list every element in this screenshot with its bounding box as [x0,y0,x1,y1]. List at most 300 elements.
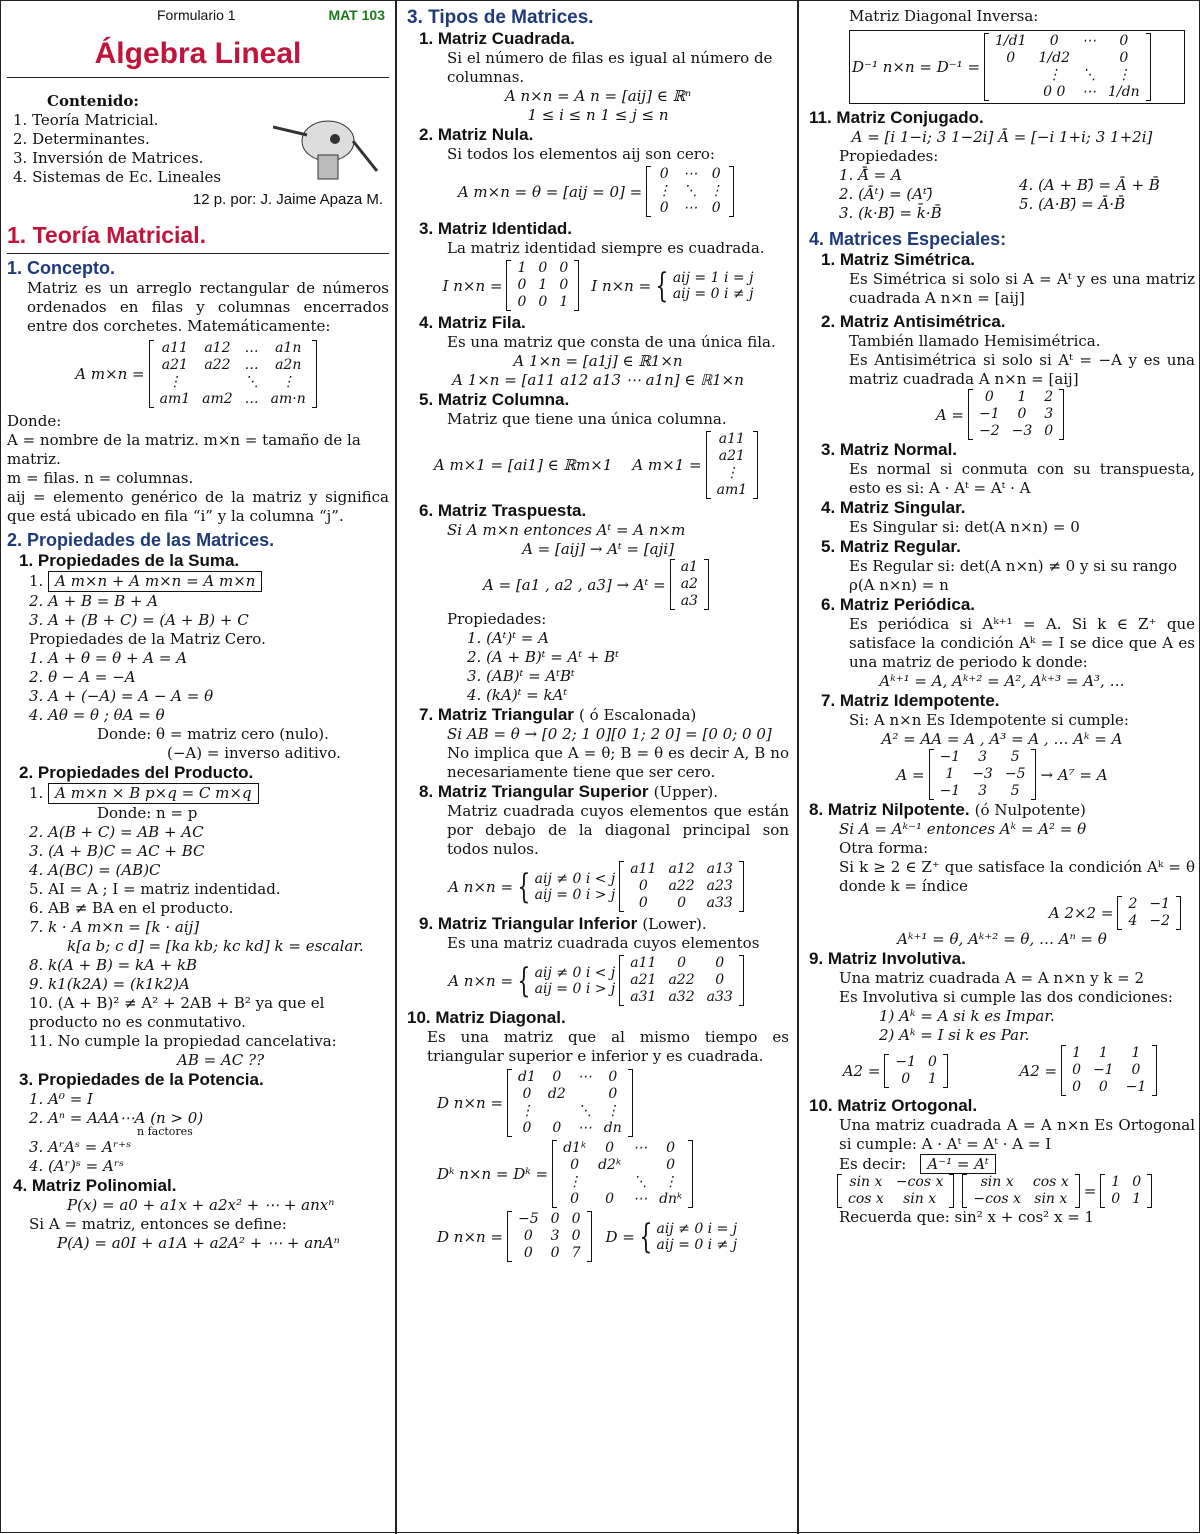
prod-prop: 8. k(A + B) = kA + kB [29,956,198,974]
pow-note: n factores [137,1125,193,1138]
cell: 0 [517,277,527,293]
idempotent-matrix [929,749,1037,800]
props-label: Propiedades: [447,610,547,628]
cell: a3 [680,593,698,609]
cell: am1 [159,391,191,407]
special-text: Es Involutiva si cumple las dos condiciones: [839,988,1173,1006]
prod-props-title: 2. Propiedades del Producto. [19,763,254,782]
cell: 0 [559,260,569,276]
diagonal-matrix [507,1069,633,1137]
cell: −cos x [895,1174,944,1190]
matrix-table [512,1211,586,1262]
cell: −1 [895,1053,917,1070]
matrix-lhs: A m×1 = [ai1] ∈ ℝm×1 [433,456,613,474]
diag-eq-2 [407,1140,789,1208]
special-text: Es normal si conmuta con su transpuesta, esto es si: A · Aᵗ = Aᵗ · A [849,460,1195,497]
cell [989,67,1033,84]
cell: d1 [518,1069,536,1085]
contents-item: 1. Teoría Matricial. [13,111,159,129]
involutive-cond: 1) Aᵏ = A si k es Impar. [879,1007,1055,1025]
cell: a11 [161,340,188,356]
matrix-table [512,1069,628,1137]
cell: ⋱ [683,183,698,199]
special-text: Es Singular si: det(A n×n) = 0 [849,518,1080,536]
brace: { [639,1216,653,1257]
cell: 0 [901,1070,911,1087]
rotation-matrix [837,1174,954,1208]
conjugate-prop: 2. (Āᵗ) = (Aᵗ)̄ [839,185,933,203]
cell: ⋮ [167,374,182,390]
type-eq: Si AB = θ → [0 2; 1 0][0 1; 2 0] = [0 0; 0 0] [447,725,772,743]
diag-eq-3 [407,1211,789,1262]
cell: 0 [552,1069,562,1085]
cell: 0 [570,1157,580,1173]
props-title: 2. Propiedades de las Matrices. [7,530,275,550]
prod-prop: 9. k1(k2A) = (k1k2)A [29,975,190,993]
cell: 1 [1098,1045,1108,1061]
column-3 [801,1,1200,1534]
type-text: Si A m×n entonces Aᵗ = A n×m [447,521,686,539]
donde-1: A = nombre de la matriz. m×n = tamaño de la matriz. [7,431,361,468]
cell: dnᵏ [659,1191,683,1207]
contents-block [7,111,389,191]
cell: 0 [666,1140,676,1156]
cell: ⋱ [577,1103,592,1119]
conjugate-prop: 1. Ā̄ = A [839,166,902,184]
antisym-eq [809,389,1195,440]
cell: ⋱ [244,374,259,390]
cell: a12 [204,340,231,356]
cell: 0 [1098,1079,1108,1095]
matrix-table [511,260,574,311]
matrix-table [1105,1174,1147,1208]
identity-matrix [506,260,579,311]
author: 12 p. por: J. Jaime Apaza M. [192,191,383,208]
cell: 1/d2 [1038,50,1071,66]
generic-matrix [149,340,317,408]
cell: 0 [659,200,669,216]
column-matrix [706,431,759,499]
prod-prop: 4. A(BC) = (AB)C [29,861,161,879]
prod-prop: 11. No cumple la propiedad cancelativa: [29,1032,337,1050]
diag-eq-1 [407,1069,789,1137]
cell: a12 [668,861,695,877]
diagonal-example-matrix [507,1211,591,1262]
type-9-head [407,914,789,934]
matrix-table [889,1054,943,1088]
cell: ⋮ [605,1103,620,1119]
nilpotent-head [809,800,1195,820]
cancel-eq: AB = AC ?? [177,1051,265,1069]
case: aij = 0 i > j [534,886,616,903]
cell: sin x [849,1174,883,1190]
matrix-lhs: D n×n = [437,1094,504,1112]
cell: 0 [538,294,548,310]
cell: a21 [630,972,657,988]
cell: −5 [1004,766,1026,782]
matrix-lhs: A m×1 = [632,456,702,474]
involutive-example-1 [843,1054,952,1088]
matrix-lhs: A m×n = θ = [aij = 0] = [457,182,643,201]
zero-prop: 3. A + (−A) = A − A = θ [29,687,214,705]
matrix-table [1122,896,1176,930]
boxed-formula: A⁻¹ = Aᵗ [920,1154,995,1174]
cell: 3 [978,749,987,765]
prod-prop: 5. AI = A ; I = matriz indentidad. [29,880,281,898]
props-label: Propiedades: [839,147,939,165]
cell: 0 [984,389,994,405]
case: aij = 0 i > j [534,980,616,997]
cell: … [244,340,259,356]
cell: 0 [1072,1079,1081,1095]
section-3-title: 3. Tipos de Matrices. [407,7,594,28]
cell: 0 [1131,1062,1141,1078]
special-note: Recuerda que: sin² x + cos² x = 1 [839,1208,1095,1226]
conjugate-props-right [1019,176,1160,214]
special-title: 6. Matriz Periódica. [821,595,975,614]
matrix-table [1066,1045,1152,1096]
cell: a23 [706,878,733,894]
concept-text: Matriz es un arreglo rectangular de números ordenados en filas y columnas encerrados entre dos corchetes. Matemáticamente: [27,279,389,335]
idempotent-eq [809,749,1195,800]
equals-sign: = [1083,1182,1097,1200]
cell: 0 [659,166,669,182]
column-2 [399,1,799,1534]
prod-prop: 3. (A + B)C = AC + BC [29,842,205,860]
section-4-title: 4. Matrices Especiales: [809,229,1007,249]
orthogonal-box-row [809,1154,1195,1174]
orthogonal-example [809,1174,1195,1208]
cell: a22 [204,357,231,373]
involutive-cond: 2) Aᵏ = I si k es Par. [879,1026,1030,1044]
case: aij = 0 i ≠ j [672,285,754,302]
case: aij ≠ 0 i = j [656,1220,738,1237]
brace: { [517,866,531,907]
conjugate-prop: 3. (k·B)̄ = k̄·B̄ [839,204,942,222]
cases [535,871,616,903]
contents-item: 2. Determinantes. [13,130,150,148]
matrix-lhs: A2 = [842,1061,881,1080]
prod-prop: 2. A(B + C) = AB + AC [29,823,204,841]
type-eq: 1 ≤ i ≤ n 1 ≤ j ≤ n [527,106,669,124]
brace: { [517,960,531,1001]
robot-illustration [273,111,383,191]
matrix-table [154,340,312,408]
zero-prop: 4. Aθ = θ ; θA = θ [29,706,165,724]
cell: ⋮ [281,374,296,390]
prod-prop: 7. k · A m×n = [k · aij] [29,918,200,936]
cell: ⋮ [1116,67,1131,83]
conjugate-prop: 4. (A + B)̄ = Ā + B̄ [1019,175,1160,194]
cell: ⋯ [1082,84,1097,100]
cell: 4 [1128,913,1138,929]
cell: 0 [928,1053,937,1070]
cell: 0 [605,1140,615,1156]
cell: 0 0 [1043,84,1066,100]
cell: 0 [522,1086,532,1102]
prod-prop: 6. AB ≠ BA en el producto. [29,899,234,917]
cell: 0 [571,1211,581,1227]
zero-note: (−A) = inverso aditivo. [167,744,341,762]
matrix-lhs: A m×n = [75,365,145,383]
upper-matrix [619,861,744,912]
matrix-lhs: D n×n = [437,1227,504,1246]
type-title: 3. Matriz Identidad. [419,219,573,238]
pow-prop: 2. Aⁿ = AAA⋯A (n > 0) [29,1109,204,1127]
case-brace [651,265,754,306]
cell: a13 [706,861,733,877]
matrix-rhs: → A⁷ = A [1040,765,1108,784]
cell: ⋮ [519,1103,534,1119]
matrix-lhs: A n×n = [448,971,514,990]
matrix-table [651,166,729,217]
transpose-prop: 1. (Aᵗ)ᵗ = A [467,629,549,647]
cell: 1 [945,766,955,782]
type-title: 8. Matriz Triangular Superior [419,782,649,801]
cell: ⋮ [663,1174,678,1190]
cell: a22 [668,878,695,894]
cell: −3 [1011,423,1033,439]
conjugate-props-left [839,166,1019,223]
zero-prop: 2. θ − A = −A [29,668,136,686]
cell: cos x [848,1191,884,1207]
case: aij = 1 i = j [672,269,754,286]
cell: a21 [161,357,188,373]
cell: ⋮ [709,183,724,199]
special-text: Si A = Aᵏ⁻¹ entonces Aᵏ = A² = θ [839,820,1087,838]
type-title: 10. Matriz Diagonal. [407,1008,566,1027]
type-title: 6. Matriz Traspuesta. [419,501,587,520]
cell: 1 [1017,389,1027,405]
matrix-table [624,861,739,912]
identity-2x2-matrix [1100,1174,1152,1208]
cell: 0 [570,1191,580,1207]
antisymmetric-matrix [968,389,1064,440]
matrix-table [557,1140,688,1208]
type-text: Es una matriz que al mismo tiempo es triangular superior e inferior y es cuadrada. [427,1028,789,1065]
matrix-table [967,1174,1074,1208]
cell: a33 [706,895,733,911]
divider [7,253,389,254]
cell: −3 [972,766,993,782]
cell [196,374,239,391]
cell: 7 [571,1245,581,1261]
cell: ⋮ [567,1174,582,1190]
special-title: 1. Matriz Simétrica. [821,250,976,269]
matrix-table [934,749,1032,800]
cell: −5 [518,1211,539,1227]
contents-label: Contenido: [47,92,139,110]
involutive-example-2 [1019,1045,1161,1096]
special-title: 8. Matriz Nilpotente. [809,800,970,819]
type-title: 9. Matriz Triangular Inferior [419,914,638,933]
section-1-title: 1. Teoría Matricial. [7,222,206,248]
special-text: Es periódica si Aᵏ⁺¹ = A. Si k ∈ Z⁺ que satisface la condición Aᵏ = I se dice que A es una matriz de periodo k donde: [849,615,1195,671]
type-title: 1. Matriz Cuadrada. [419,29,575,48]
cell: 1 [517,260,527,276]
cell: 0 [608,1086,618,1102]
cell: ⋯ [683,200,698,216]
involutive-matrix-2x2 [884,1054,948,1088]
special-text: Una matriz cuadrada A = A n×n Es Ortogonal si cumple: A · Aᵗ = Aᵗ · A = I [839,1116,1195,1153]
donde-label: Donde: [7,412,62,430]
cell: 3 [550,1228,560,1244]
cell: 0 [605,1191,615,1207]
zero-note: Donde: θ = matriz cero (nulo). [97,725,329,743]
lower-matrix [619,955,744,1006]
cell: a1n [275,340,302,356]
cell: 0 [1119,50,1129,66]
cell: −cos x [973,1191,1021,1207]
prod-note: Donde: n = p [97,804,198,822]
special-text: Si: A n×n Es Idempotente si cumple: [849,711,1129,729]
cell: 0 [638,895,648,911]
cell: 1 [1111,1174,1121,1190]
matrix-lhs: A = [896,765,925,784]
cell: 3 [1044,406,1054,422]
cell: 1 [538,277,548,293]
pow-prop: 1. A⁰ = I [29,1090,93,1108]
special-text: Una matriz cuadrada A = A n×n y k = 2 [839,969,1145,987]
matrix-lhs: D⁻¹ n×n = D⁻¹ = [852,58,981,76]
cell [542,1103,572,1120]
special-title: 5. Matriz Regular. [821,537,961,556]
special-title: 2. Matriz Antisimétrica. [821,312,1006,331]
cell: 1 [928,1070,937,1087]
zero-prop: 1. A + θ = θ + A = A [29,649,188,667]
cases [673,270,754,302]
boxed-formula: A m×n + A m×n = A m×n [48,571,262,592]
type-eq: A = [aij] → Aᵗ = [aji] [522,540,674,558]
matrix-lhs: A2 = [1019,1061,1058,1080]
cell: am2 [202,391,233,407]
header-row [7,7,389,23]
inverse-diag-box [849,30,1185,104]
cell: 0 [1049,33,1059,49]
cell: a2 [680,576,698,592]
type-title: 7. Matriz Triangular [419,705,574,724]
cell: 0 [571,1228,581,1244]
cell: 0 [523,1245,533,1261]
donde-3: aij = elemento genérico de la matriz y significa que está ubicado en fila “i” y la columna “j”. [7,488,389,525]
prod-prop-7b: k[a b; c d] = [ka kb; kc kd] k = escalar. [67,937,364,955]
column-matrix-eq [407,431,789,499]
null-matrix-eq [407,166,789,217]
cell: 0 [715,972,725,988]
involutive-matrix-3x3 [1061,1045,1157,1096]
cell: a1 [680,559,698,575]
cell: ⋱ [1082,67,1097,83]
cell: 0 [559,277,569,293]
cell: 2 [1044,389,1054,405]
cell: −1 [1149,896,1170,912]
cell: sin x [1034,1191,1068,1207]
special-eq: A² = AA = A , A³ = A , … Aᵏ = A [881,730,1123,748]
cell: 0 [1017,406,1027,422]
cell [1076,50,1102,67]
cell: a32 [668,989,695,1005]
diagonal-power-matrix [552,1140,693,1208]
cell: 0 [550,1211,560,1227]
cell: … [244,357,259,373]
cell: a33 [706,989,733,1005]
special-title: 3. Matriz Normal. [821,440,958,459]
cell: 0 [666,1157,676,1173]
cell [627,1157,653,1174]
cell: −2 [1149,913,1170,929]
pow-prop: 4. (Aʳ)ˢ = Aʳˢ [29,1157,125,1175]
cell: d2ᵏ [598,1157,622,1173]
type-text: Matriz cuadrada cuyos elementos que están por debajo de la diagonal principal son todos nulos. [447,802,789,858]
type-eq: A n×n = A n = [aij] ∈ ℝⁿ [504,87,692,105]
cell: 0 [1006,50,1016,66]
lower-eq [407,955,789,1006]
concept-title: 1. Concepto. [7,258,116,278]
special-text: Otra forma: [839,839,929,857]
cell: 3 [978,783,987,799]
cell: 0 [1119,33,1129,49]
concept-matrix-eq [7,340,389,408]
cell: 0 [1072,1062,1081,1078]
special-title: 9. Matriz Involutiva. [809,949,966,968]
case: aij = 0 i ≠ j [656,1236,738,1253]
cell: am1 [716,482,748,498]
cell: 0 [523,1228,533,1244]
cell: 0 [677,955,686,971]
cell: sin x [903,1191,937,1207]
cell: 5 [1010,783,1020,799]
nilpotent-matrix [1117,896,1181,930]
matrix-table [711,431,754,499]
type-text: Si todos los elementos aij son cero: [447,145,715,163]
type-text: La matriz identidad siempre es cuadrada. [447,239,765,257]
cell: ⋯ [633,1191,648,1207]
cell: 1 [1132,1191,1142,1207]
type-text: No implica que A = θ; B = θ es decir A, B no necesariamente tiene que ser cero. [447,744,789,781]
upper-eq [407,861,789,912]
special-text: Si k ≥ 2 ∈ Z⁺ que satisface la condición Aᵏ = θ donde k = índice [839,858,1195,895]
cell: 1 [559,294,569,310]
cell: a11 [630,955,657,971]
nilpotent-matrix-eq [809,896,1195,930]
cell: 0 [1132,1174,1142,1190]
cell: −1 [939,783,961,799]
type-text: Matriz que tiene una única columna. [447,410,727,428]
cases [657,1221,738,1253]
cell: 0 [538,260,548,276]
type-text: Si el número de filas es igual al número de columnas. [447,49,773,86]
cell: 1/d1 [995,33,1027,49]
poly-title: 4. Matriz Polinomial. [13,1176,177,1195]
type-title: 2. Matriz Nula. [419,125,534,144]
matrix-lhs: A = [a1 , a2 , a3] → Aᵗ = [483,575,666,594]
special-text: Es Simétrica si solo si A = Aᵗ y es una matriz cuadrada A n×n = [aij] [849,270,1195,307]
cell: 1/dn [1108,84,1140,100]
cell: d1ᵏ [563,1140,587,1156]
cell: 0 [550,1245,560,1261]
page-title: Álgebra Lineal [94,37,302,70]
cell: a21 [718,448,745,464]
cell: −1 [1125,1079,1147,1095]
matrix-lhs: I n×n = [442,276,503,295]
transpose-matrix [670,559,709,610]
matrix-table [624,955,739,1006]
cell: ⋯ [683,166,698,182]
identity-eq [407,260,789,311]
cell: 0 [517,294,527,310]
cell: 0 [711,200,721,216]
type-eq: A 1×n = [a11 a12 a13 ⋯ a1n] ∈ ℝ1×n [452,371,744,389]
